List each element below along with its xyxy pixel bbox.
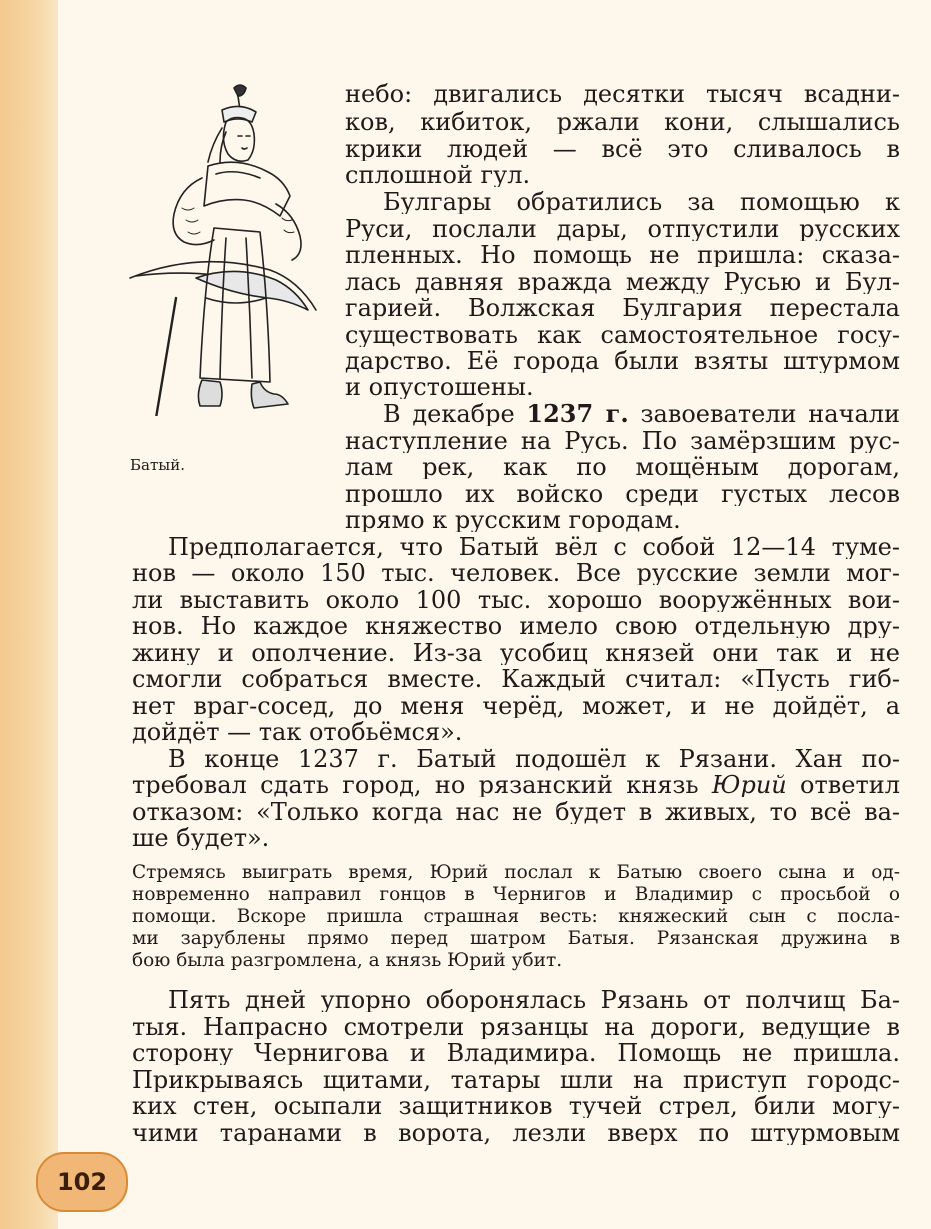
text-line: сплошной гул. <box>345 163 531 187</box>
small-text-line: бою была разгромлена, а князь Юрий убит. <box>132 952 563 971</box>
name-italic: Юрий <box>711 773 787 797</box>
text-line: небо: двигались десятки тысяч всадни- <box>345 82 900 106</box>
text-line: Предполагается, что Батый вёл с собой 12—14 туме- <box>168 535 900 559</box>
text-span: В декабре <box>383 402 527 426</box>
text-line: дарство. Её города были взяты штурмом <box>345 349 900 373</box>
text-line: В конце 1237 г. Батый подошёл к Рязани. Хан по- <box>168 747 900 771</box>
text-line <box>132 773 900 797</box>
text-line: Пять дней упорно оборонялась Рязань от полчищ Ба- <box>168 988 900 1012</box>
text-line: жину и ополчение. Из-за усобиц князей они так и не <box>132 641 900 665</box>
text-line: существовать как самостоятельное госу- <box>345 323 900 347</box>
text-line: чими таранами в ворота, лезли вверх по штурмовым <box>132 1121 900 1145</box>
text-line: отказом: «Только когда нас не будет в живых, то всё ва- <box>132 800 900 824</box>
text-line: наступление на Русь. По замёрзшим рус- <box>345 429 900 453</box>
text-line: нов. Но каждое княжество имело свою отдельную дру- <box>132 614 900 638</box>
text-line: лась давняя вражда между Русью и Бул- <box>345 270 900 294</box>
text-line <box>383 402 900 426</box>
text-line: и опустошены. <box>345 375 534 399</box>
small-text-line: ми зарублены прямо перед шатром Батыя. Рязанская дружина в <box>132 930 900 949</box>
small-text-line: Стремясь выиграть время, Юрий послал к Батыю своего сына и од- <box>132 864 900 883</box>
text-line: прямо к русским городам. <box>345 508 681 532</box>
text-line: Прикрываясь щитами, татары шли на приступ городс- <box>132 1068 900 1092</box>
text-line: крики людей — всё это сливалось в <box>345 137 900 161</box>
date-bold: 1237 г. <box>526 402 629 426</box>
text-line: гарией. Волжская Булгария перестала <box>345 296 900 320</box>
text-line: тыя. Напрасно смотрели рязанцы на дороги, ведущие в <box>132 1015 900 1039</box>
batu-illustration <box>126 78 322 416</box>
text-line: сторону Чернигова и Владимира. Помощь не пришла. <box>132 1041 900 1065</box>
text-span: ответил <box>786 773 900 797</box>
text-line: лам рек, как по мощёным дорогам, <box>345 455 900 479</box>
page-margin-band <box>0 0 58 1229</box>
text-span: требовал сдать город, но рязанский князь <box>132 773 712 797</box>
small-text-line: новременно направил гонцов в Чернигов и Владимир с просьбой о <box>132 886 900 905</box>
text-line: нов — около 150 тыс. человек. Все русские земли мог- <box>132 561 900 585</box>
text-line: пленных. Но помощь не пришла: сказа- <box>345 243 900 267</box>
text-line: Булгары обратились за помощью к <box>383 190 900 214</box>
text-line: ков, кибиток, ржали кони, слышались <box>345 110 900 134</box>
text-line: ких стен, осыпали защитников тучей стрел, били могу- <box>132 1094 900 1118</box>
figure-caption: Батый. <box>130 456 185 474</box>
small-text-line: помощи. Вскоре пришла страшная весть: княжеский сын с посла- <box>132 908 900 927</box>
text-line: смогли собраться вместе. Каждый считал: «Пусть гиб- <box>132 667 900 691</box>
text-span: завоеватели начали <box>628 402 900 426</box>
text-line: нет враг-сосед, до меня черёд, может, и не дойдёт, а <box>132 694 900 718</box>
page-number-badge: 102 <box>36 1152 128 1212</box>
text-line: ли выставить около 100 тыс. хорошо вооружённых вои- <box>132 588 900 612</box>
text-line: дойдёт — так отобьёмся». <box>132 720 463 744</box>
text-line: прошло их войско среди густых лесов <box>345 482 900 506</box>
text-line: Руси, послали дары, отпустили русских <box>345 217 900 241</box>
text-line: ше будет». <box>132 826 270 850</box>
